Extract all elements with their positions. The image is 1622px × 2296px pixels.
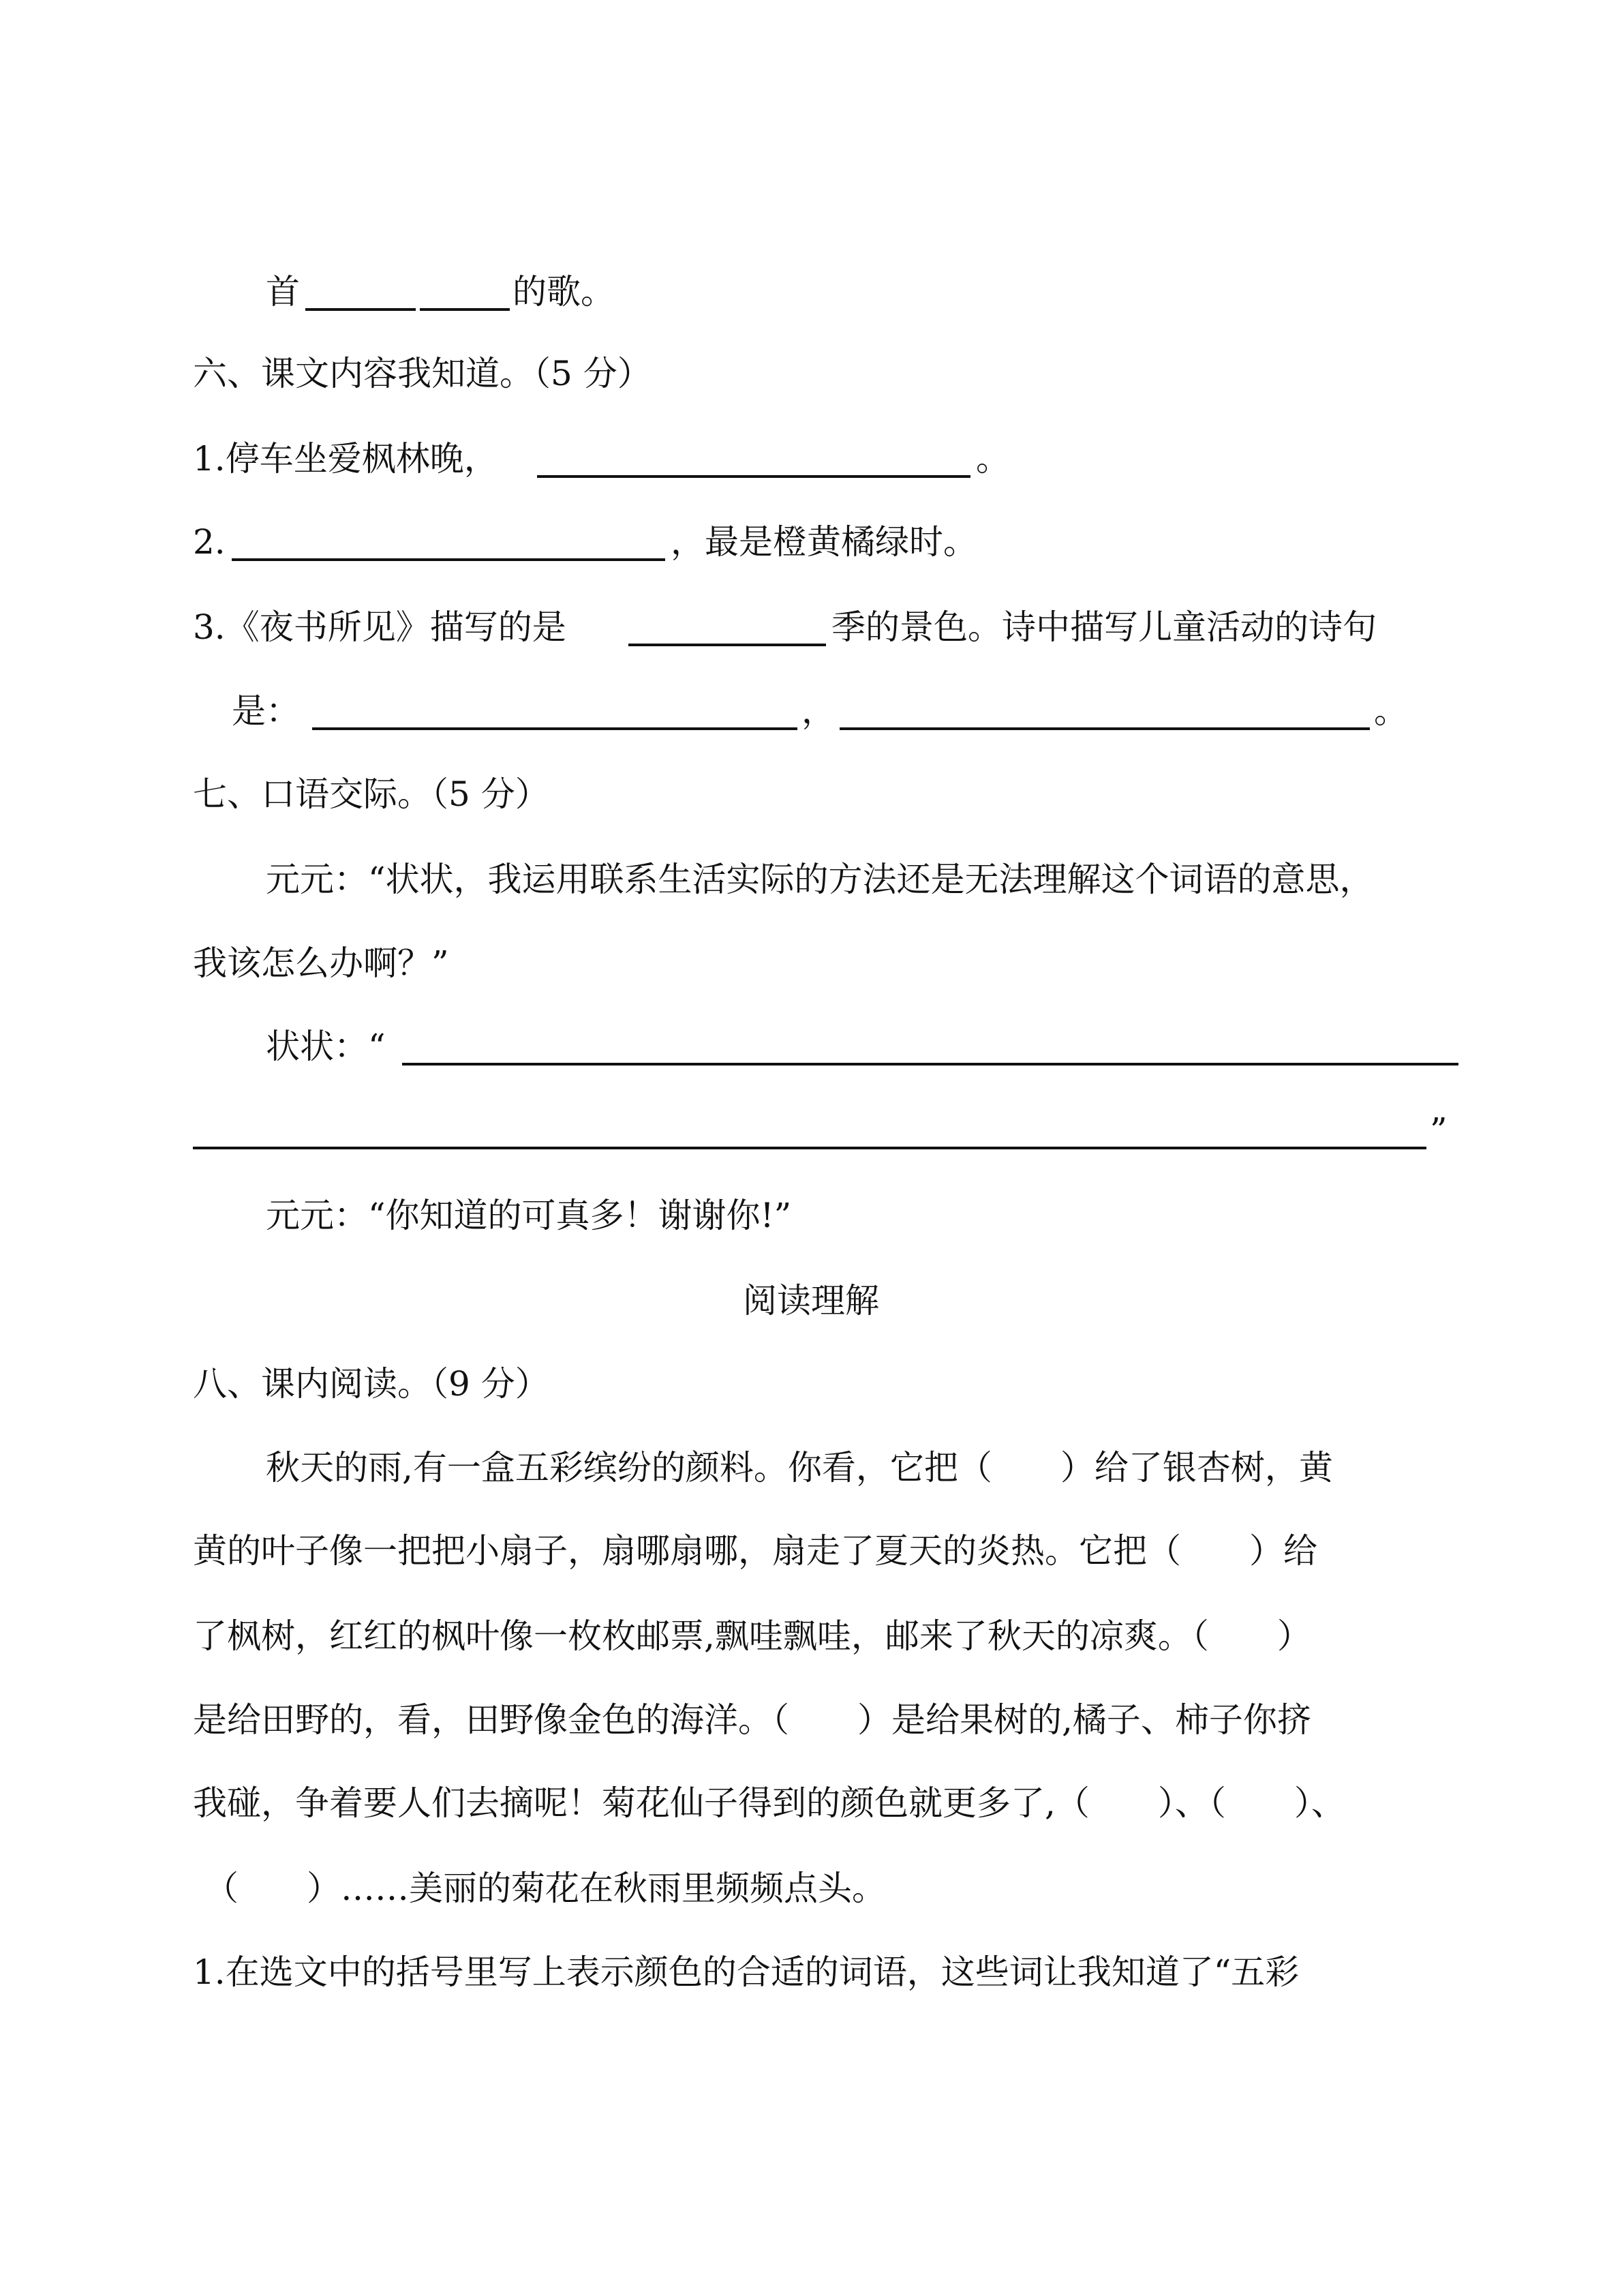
q3-poem-blank-2[interactable]	[840, 689, 1370, 730]
fragment-prefix: 首	[266, 272, 300, 312]
q1-text: 1.停车坐爱枫林晚，	[193, 439, 498, 479]
q2-blank[interactable]	[232, 520, 665, 561]
zhuangzhuang-answer-blank-1[interactable]	[402, 1025, 1458, 1066]
fragment-suffix: 的歌。	[512, 272, 615, 312]
fragment-blank-1[interactable]	[305, 270, 416, 311]
worksheet-page: 首 的歌。 六、课文内容我知道。（5 分） 1.停车坐爱枫林晚， 。 2. ，最是橙黄橘绿时。 3.《夜书所见》描写的是 季的景色。诗中描写儿童活动的诗句 是： ， 。 七、口语交际。（5 分） 元元：“状状，我运用联系生活实际的方法还是无法理解这个词语的意思， 我该怎么办啊？” 状状：“ ” 元元：“你知道的可真多！谢谢你!” 阅读理解 八、课内阅读。（9 分） 秋天的雨,有一盒五彩缤纷的颜料。你看，它把（ ）给了银杏树，黄 黄的叶子像一把把小扇子，扇哪扇哪，扇走了夏天的炎热。它把（ ）给 了枫树，红红的枫叶像一枚枚邮票,飘哇飘哇，邮来了秋天的凉爽。（ ） 是给田野的，看，田野像金色的海洋。（ ）是给果树的,橘子、柿子你挤 我碰，争着要人们去摘呢！菊花仙子得到的颜色就更多了,（ ）、（ ）、 （ ）……美丽的菊花在秋雨里频频点头。 1.在选文中的括号里写上表示颜色的合适的词语，这些词让我知道了“五彩	[0, 0, 1622, 2296]
q3-season-blank[interactable]	[628, 605, 826, 646]
q1-blank[interactable]	[537, 437, 970, 478]
q3-poem-blank-1[interactable]	[312, 689, 797, 730]
fragment-blank-2[interactable]	[420, 270, 510, 311]
reading-title: 阅读理解	[743, 1281, 879, 1320]
zhuangzhuang-answer-blank-2[interactable]	[193, 1108, 1426, 1149]
